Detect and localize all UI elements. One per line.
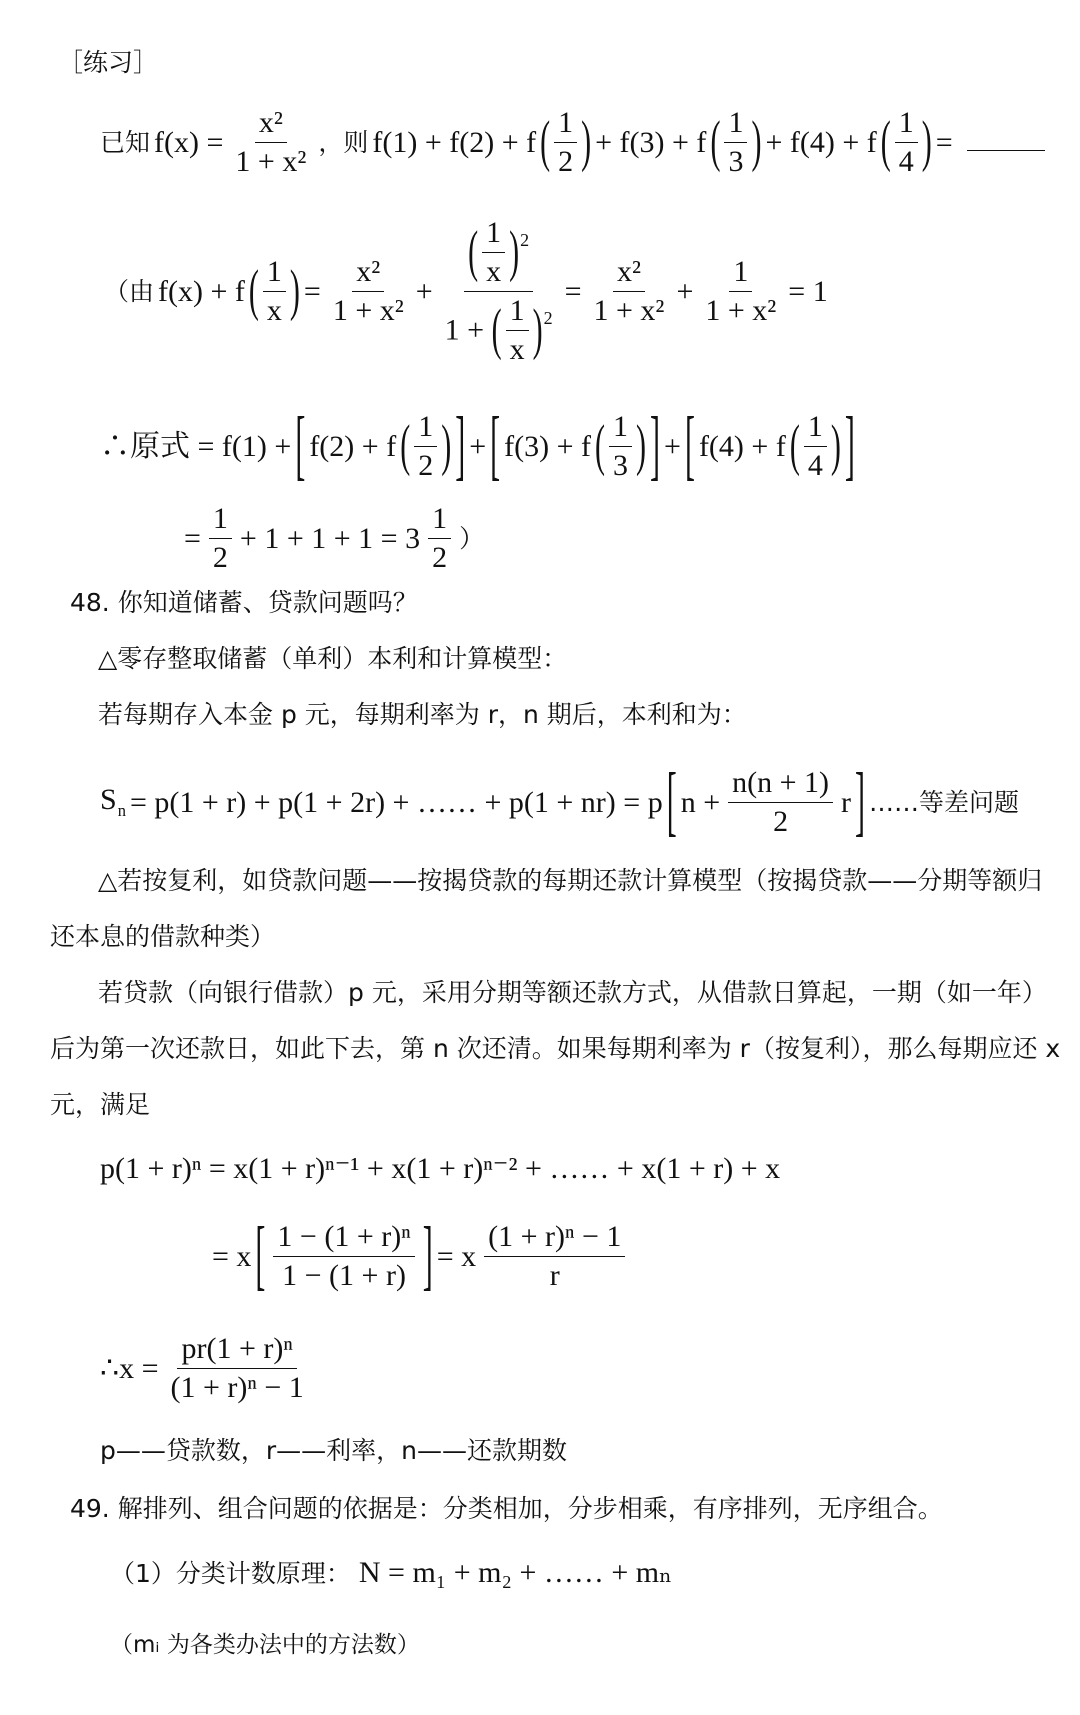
answer-blank xyxy=(967,150,1045,151)
s-third-num: 1 xyxy=(609,412,632,447)
sol-plus-2: + xyxy=(664,429,681,463)
solution-close: ） xyxy=(459,524,485,553)
loan-desc-2: 后为第一次还款日，如此下去，第 n 次还清。如果每期利率为 r（按复利），那么每期应还 x xyxy=(50,1034,1061,1063)
sum-equals: = xyxy=(935,125,953,159)
loan-equation-1: p(1 + r)ⁿ = x(1 + r)ⁿ⁻¹ + x(1 + r)ⁿ⁻² + …… + x(1 + r) + x xyxy=(100,1152,781,1185)
t2d-one: 1 xyxy=(444,313,460,347)
eq2-den-1: 1 − (1 + r) xyxy=(282,1259,406,1292)
eq2-mid: = x xyxy=(436,1239,477,1273)
sum-part-b: + f(3) + f xyxy=(595,125,707,159)
counting-principle-1 xyxy=(110,1558,672,1588)
arg-third: ( $\frac{1}{3}$ ) xyxy=(710,106,762,178)
eq2-den-2: r xyxy=(549,1259,560,1292)
exercise-then: ，则 xyxy=(318,128,369,157)
simple-interest-desc: 若每期存入本金 p 元，每期利率为 r，n 期后，本利和为： xyxy=(98,700,747,729)
hint-arg-num: 1 xyxy=(263,257,286,292)
t2n-num: 1 xyxy=(482,218,505,253)
simple-interest-heading: △零存整取储蓄（单利）本利和计算模型： xyxy=(98,644,568,673)
hint-arg-den: x xyxy=(266,294,282,327)
t2n-den: x xyxy=(486,255,502,288)
quarter-num: 1 xyxy=(895,108,918,143)
sol2-half-num: 1 xyxy=(209,504,232,539)
fx-fraction xyxy=(231,108,310,177)
sol2-result-frac xyxy=(428,504,451,573)
solution-therefore: ∴原式 = f(1) + xyxy=(100,429,292,463)
arg-quarter: ( $\frac{1}{4}$ ) xyxy=(880,106,932,178)
compound-heading-2: 还本息的借款种类） xyxy=(50,922,276,951)
sum-part-a: f(1) + f(2) + f xyxy=(372,125,537,159)
fx-denominator: 1 + x² xyxy=(235,145,307,178)
solution-line-2 xyxy=(184,504,484,573)
hint-term-4 xyxy=(701,257,780,326)
sn-formula: $S_n$ = p(1 + r) + p(1 + 2r) + …… + p(1 + nr) = p [ n + $\frac{n(n + 1)}{2}$ r ] ……等差问题 xyxy=(100,758,1020,845)
hint-line xyxy=(104,218,828,365)
principle-1-label: （1）分类计数原理： xyxy=(110,1559,351,1588)
eq2-num-2: (1 + r)ⁿ − 1 xyxy=(484,1222,625,1257)
third-num: 1 xyxy=(724,108,747,143)
hint-plus-1: + xyxy=(415,274,433,308)
solution-line-2-eq: = xyxy=(184,521,201,555)
loan-result xyxy=(100,1334,312,1403)
principle-1-formula: N = m₁ + m₂ + …… + mₙ xyxy=(358,1556,673,1589)
practice-heading: ［练习］ xyxy=(58,48,159,77)
hint-term-3-den: 1 + x² xyxy=(593,294,665,327)
t2d-num: 1 xyxy=(506,296,529,331)
hint-term-2-num: ( $\frac{1}{x}$ ) $^2$ xyxy=(464,218,533,292)
hint-eq-2: = xyxy=(564,274,582,308)
sn-denominator: 2 xyxy=(773,805,789,838)
hint-term-2 xyxy=(441,218,557,365)
result-denominator: (1 + r)ⁿ − 1 xyxy=(170,1371,304,1404)
quarter-den: 4 xyxy=(898,145,914,178)
s-quarter-den: 4 xyxy=(807,449,823,482)
sol-arg-quarter: ( $\frac{1}{4}$ ) xyxy=(789,410,841,482)
sn-inner: n + xyxy=(680,785,721,819)
sol-arg-third: ( $\frac{1}{3}$ ) xyxy=(595,410,647,482)
solution-group-1: f(2) + f xyxy=(309,429,397,463)
loan-equation-2: = x [ $\frac{\text{1 − (1 + r)ⁿ}}{1 - (1 + r)}$ ] = x $\frac{\text{(1 + r)ⁿ − 1}}{r}$ xyxy=(212,1222,629,1291)
solution-line-2-sum: + 1 + 1 + 1 = 3 xyxy=(239,521,421,555)
loan-legend: p——贷款数，r——利率，n——还款期数 xyxy=(100,1436,567,1465)
loan-desc-3: 元，满足 xyxy=(50,1090,151,1119)
hint-plus-2: + xyxy=(676,274,694,308)
eq2-num-1: 1 − (1 + r)ⁿ xyxy=(273,1222,414,1257)
eq2-fraction-2 xyxy=(484,1222,625,1291)
s-third-den: 3 xyxy=(613,449,629,482)
hint-lhs: f(x) + f xyxy=(158,274,245,308)
result-numerator: pr(1 + r)ⁿ xyxy=(177,1334,296,1369)
solution-line-1: ∴原式 = f(1) + [ f(2) + f ( $\frac{1}{2}$ ) ] + [ f(3) + f ( $\frac{1}{3}$ ) ] + [ f(4) + f ( $\frac{1}{4}$ ) ] xyxy=(100,402,855,489)
solution-group-3: f(4) + f xyxy=(698,429,786,463)
sn-fraction xyxy=(728,768,833,837)
sn-expansion: = p(1 + r) + p(1 + 2r) + …… + p(1 + nr) = p xyxy=(129,785,663,819)
section-48-title: 48. 你知道储蓄、贷款问题吗？ xyxy=(70,588,418,617)
compound-heading-1: △若按复利，如贷款问题——按揭贷款的每期还款计算模型（按揭贷款——分期等额归 xyxy=(98,866,1043,895)
hint-term-3-num: x² xyxy=(613,257,645,292)
principle-1-note: （mᵢ 为各类办法中的方法数） xyxy=(110,1632,420,1658)
half-num: 1 xyxy=(554,108,577,143)
eq2-fraction-1 xyxy=(273,1222,414,1291)
half-den: 2 xyxy=(558,145,574,178)
exercise-statement xyxy=(100,108,1045,177)
hint-term-2-den: 1 + ( $\frac{1}{x}$ ) $^2$ xyxy=(444,294,553,366)
sol2-half-den: 2 xyxy=(212,541,228,574)
hint-term-3 xyxy=(590,257,669,326)
hint-term-1-num: x² xyxy=(352,257,384,292)
sol2-half xyxy=(209,504,232,573)
sum-part-c: + f(4) + f xyxy=(765,125,877,159)
fx-numerator: x² xyxy=(255,108,287,143)
sn-symbol: $S_n$ xyxy=(100,783,126,821)
result-fraction xyxy=(167,1334,308,1403)
s-half-num: 1 xyxy=(414,412,437,447)
sn-r: r xyxy=(841,785,852,819)
solution-group-2: f(3) + f xyxy=(504,429,592,463)
exercise-lead: 已知 xyxy=(100,128,151,157)
t2d-den: x xyxy=(509,333,525,366)
hint-arg: ( $\frac{1}{x}$ ) xyxy=(248,255,300,327)
sn-numerator: n(n + 1) xyxy=(728,768,833,803)
s-quarter-num: 1 xyxy=(804,412,827,447)
hint-term-1-den: 1 + x² xyxy=(332,294,404,327)
loan-desc-1: 若贷款（向银行借款）p 元，采用分期等额还款方式，从借款日算起，一期（如一年） xyxy=(98,978,1047,1007)
hint-open: （由 xyxy=(104,277,155,306)
sn-tail: ……等差问题 xyxy=(869,788,1020,817)
arg-half: ( $\frac{1}{2}$ ) xyxy=(540,106,592,178)
sol2-res-den: 2 xyxy=(432,541,448,574)
eq2-lead: = x xyxy=(212,1239,252,1273)
s-half-den: 2 xyxy=(418,449,434,482)
sol-arg-half: ( $\frac{1}{2}$ ) xyxy=(400,410,452,482)
result-lead: ∴x = xyxy=(100,1351,159,1385)
hint-term-4-num: 1 xyxy=(729,257,752,292)
hint-term-4-den: 1 + x² xyxy=(705,294,777,327)
hint-eq-1: = xyxy=(303,274,321,308)
third-den: 3 xyxy=(728,145,744,178)
section-49-title: 49. 解排列、组合问题的依据是：分类相加，分步相乘，有序排列，无序组合。 xyxy=(70,1494,943,1523)
hint-rhs: = 1 xyxy=(788,274,828,308)
fx-label: f(x) = xyxy=(154,125,224,159)
sol2-res-num: 1 xyxy=(428,504,451,539)
hint-term-1 xyxy=(329,257,408,326)
sol-plus-1: + xyxy=(469,429,487,463)
